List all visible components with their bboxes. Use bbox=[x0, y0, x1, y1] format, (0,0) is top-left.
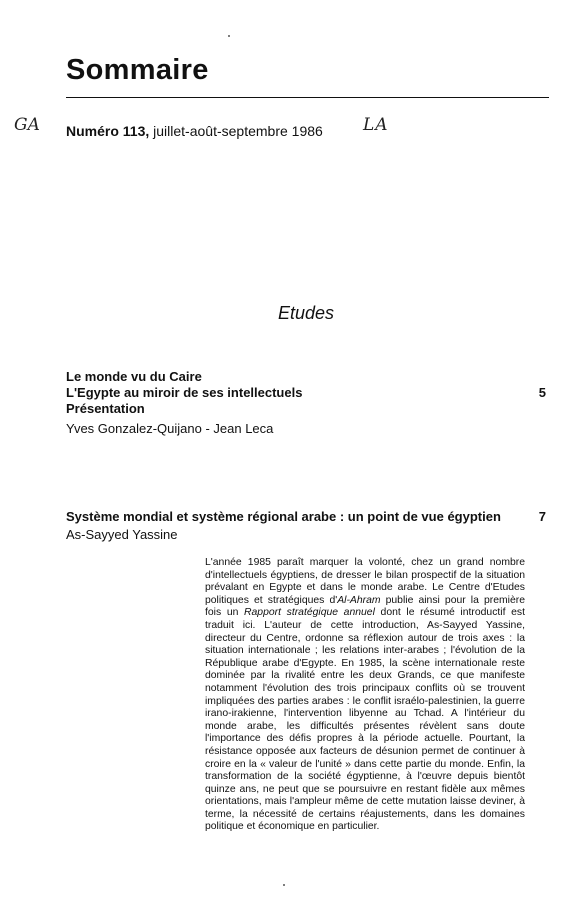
entry-title: Système mondial et système régional arabe : un point de vue égyptien bbox=[66, 509, 501, 524]
abstract-text: L'année 1985 paraît marquer la volonté, chez un grand nombre d'intellectuels égyptiens, de dresser le bilan prospectif de la situation prévalant en Egypte et dans le monde arabe. Le Centre d'Etudes politiques et stratégiques d' bbox=[205, 557, 525, 606]
title-rule bbox=[66, 97, 549, 98]
issue-line bbox=[66, 124, 323, 138]
toc-entry bbox=[66, 509, 506, 542]
entry-page-number: 7 bbox=[538, 509, 546, 524]
issue-date: juillet-août-septembre 1986 bbox=[153, 123, 323, 139]
page-title: Sommaire bbox=[66, 54, 209, 86]
entry-page-number: 5 bbox=[538, 385, 546, 400]
entry-presentation: Présentation bbox=[66, 401, 145, 416]
abstract-italic-report: Rapport stratégique annuel bbox=[244, 607, 375, 619]
entry-abstract bbox=[205, 557, 525, 834]
toc-entry bbox=[66, 369, 506, 436]
abstract-text: publie ainsi pour la première fois un bbox=[205, 594, 525, 619]
issue-number: Numéro 113, bbox=[66, 123, 150, 139]
entry-title: Le monde vu du Caire bbox=[66, 369, 202, 384]
entry-subtitle: L'Egypte au miroir de ses intellectuels bbox=[66, 385, 303, 400]
handwritten-annotation-right: LA bbox=[363, 115, 389, 135]
section-heading: Etudes bbox=[277, 303, 335, 323]
abstract-italic-journal: Al-Ahram bbox=[337, 594, 381, 606]
scan-speck bbox=[283, 884, 285, 886]
entry-authors: As-Sayyed Yassine bbox=[66, 527, 178, 542]
entry-authors: Yves Gonzalez-Quijano - Jean Leca bbox=[66, 421, 274, 436]
handwritten-annotation-left: GA bbox=[14, 115, 40, 135]
abstract-text: dont le résumé introductif est traduit ici. L'auteur de cette introduction, As-Sayyed Yassine, directeur du Centre, ordonne sa réflexion autour de trois axes : la situation internationale ; les relations inter-arabes ; l'évolution de la République arabe d'Egypte. En 1985, la scène internationale reste dominée par la rivalité entre les deux Grands, ce que manifeste notamment l'évolution des trois principaux conflits où se trouvent impliquées des parties arabes : le conflit israélo-palestinien, la guerre irano-irakienne, l'intervention libyenne au Tchad. A l'intérieur du monde arabe, les difficultés présentes révèlent sans doute l'importance des défis propres à la période actuelle. Pourtant, la résistance opposée aux facteurs de désunion permet de continuer à croire en la « valeur de l'unité » dans cette partie du monde. Enfin, la transformation de la société égyptienne, à l'œuvre depuis bientôt quinze ans, ne peut que se poursuivre en restant fidèle aux mêmes orientations, mais l'ampleur même de cette mutation laisse deviner, à terme, la nécessité de certains réajustements, dans les domaines politique et économique en particulier. bbox=[205, 607, 525, 833]
scan-speck bbox=[228, 35, 230, 37]
